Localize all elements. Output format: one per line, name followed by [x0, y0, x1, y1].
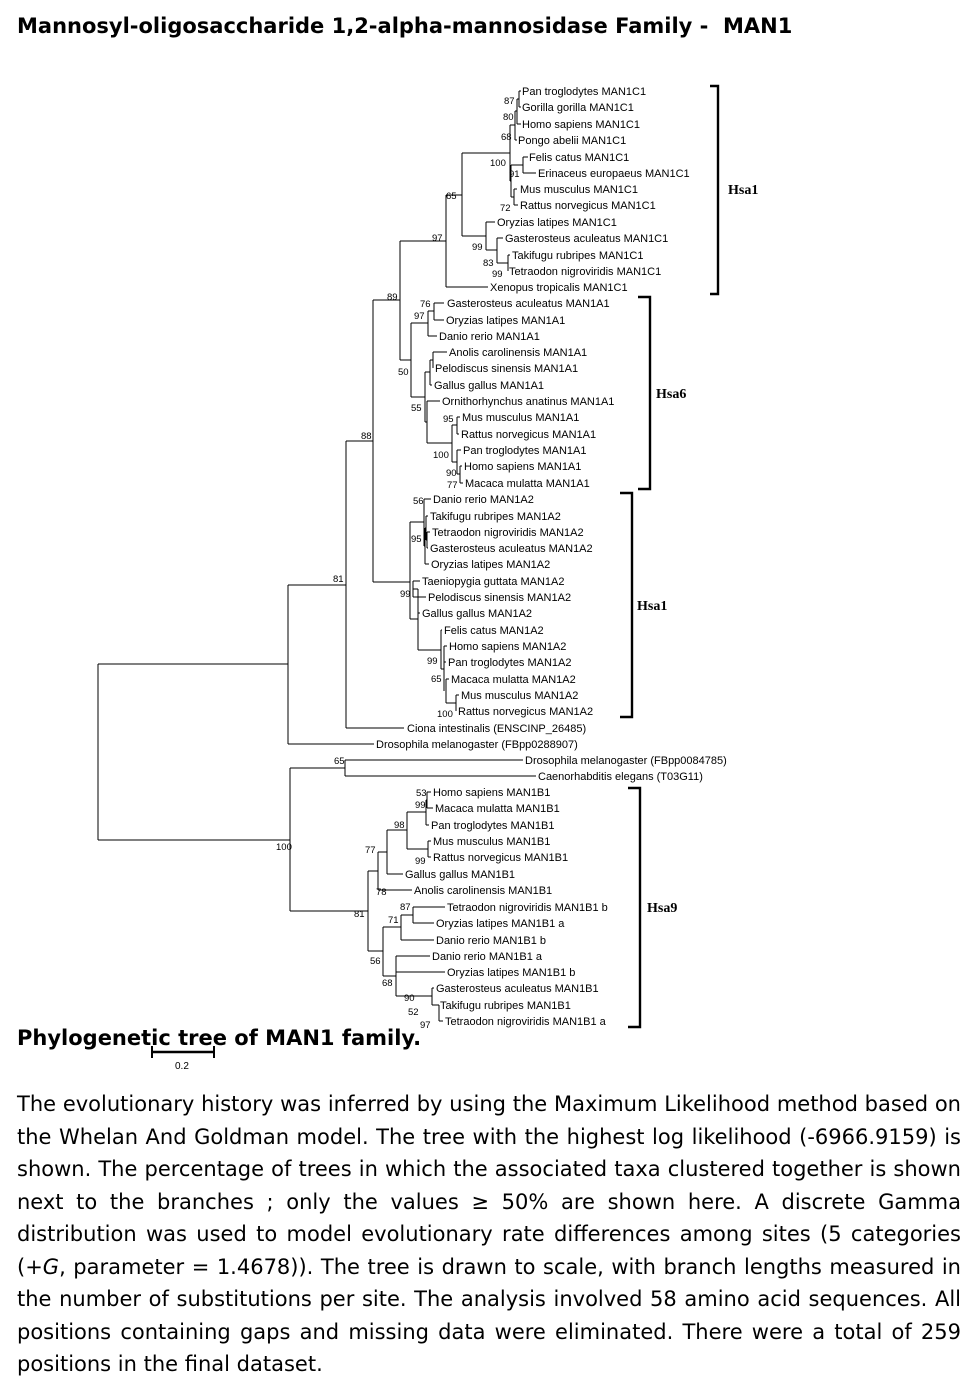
clade-label: Hsa1	[728, 183, 759, 198]
taxon-label: Mus musculus MAN1B1	[433, 836, 551, 848]
clade-label: Hsa9	[647, 901, 678, 916]
clade-bracket	[638, 297, 650, 489]
taxon-label: Felis catus MAN1A2	[444, 625, 544, 637]
bootstrap-value: 100	[490, 158, 506, 169]
bootstrap-value: 65	[431, 674, 442, 685]
bootstrap-value: 99	[472, 242, 483, 253]
taxon-label: Tetraodon nigroviridis MAN1C1	[509, 266, 662, 278]
taxon-label: Pan troglodytes MAN1C1	[522, 86, 647, 98]
taxon-label: Ciona intestinalis (ENSCINP_26485)	[407, 723, 587, 735]
bootstrap-value: 97	[414, 311, 425, 322]
taxon-label: Macaca mulatta MAN1A2	[451, 674, 576, 686]
clade-bracket	[620, 493, 632, 717]
bootstrap-value: 52	[408, 1007, 419, 1018]
taxon-label: Drosophila melanogaster (FBpp0288907)	[376, 739, 578, 751]
bootstrap-value: 72	[500, 203, 511, 214]
bootstrap-value: 98	[394, 820, 405, 831]
taxon-label: Anolis carolinensis MAN1A1	[449, 347, 588, 359]
taxon-label: Homo sapiens MAN1A1	[464, 461, 582, 473]
taxon-label: Gallus gallus MAN1B1	[405, 869, 516, 881]
taxon-label: Gasterosteus aculeatus MAN1C1	[505, 233, 669, 245]
taxon-label: Gasterosteus aculeatus MAN1B1	[436, 983, 599, 995]
taxon-label: Gallus gallus MAN1A1	[434, 380, 545, 392]
page-title: Mannosyl-oligosaccharide 1,2-alpha-mannosidase Family - MAN1	[17, 14, 793, 38]
figure-caption-title: Phylogenetic tree of MAN1 family.	[17, 1026, 422, 1050]
taxon-label: Gorilla gorilla MAN1C1	[522, 102, 634, 114]
figure-caption-text	[17, 1088, 961, 1381]
taxon-label: Oryzias latipes MAN1C1	[497, 217, 617, 229]
taxon-label: Takifugu rubripes MAN1C1	[512, 250, 644, 262]
bootstrap-value: 99	[427, 656, 438, 667]
taxon-label: Rattus norvegicus MAN1C1	[520, 200, 656, 212]
bootstrap-value: 56	[370, 956, 381, 967]
bootstrap-value: 65	[446, 191, 457, 202]
bootstrap-value: 99	[492, 269, 503, 280]
taxon-label: Tetraodon nigroviridis MAN1B1 a	[445, 1016, 606, 1028]
taxon-label: Pan troglodytes MAN1A2	[448, 657, 572, 669]
bootstrap-value: 81	[354, 909, 365, 920]
bootstrap-value: 99	[400, 589, 411, 600]
taxon-label: Oryzias latipes MAN1A1	[446, 315, 566, 327]
taxon-label: Mus musculus MAN1A2	[461, 690, 579, 702]
taxon-label: Caenorhabditis elegans (T03G11)	[538, 771, 703, 783]
taxon-label: Macaca mulatta MAN1B1	[435, 803, 560, 815]
taxon-label: Ornithorhynchus anatinus MAN1A1	[442, 396, 615, 408]
taxon-label: Pan troglodytes MAN1A1	[463, 445, 587, 457]
taxon-label: Drosophila melanogaster (FBpp0084785)	[525, 755, 727, 767]
clade-bracket	[710, 86, 718, 294]
bootstrap-value: 50	[398, 367, 409, 378]
bootstrap-value: 68	[501, 132, 512, 143]
taxon-label: Xenopus tropicalis MAN1C1	[490, 282, 628, 294]
taxon-label: Pongo abelii MAN1C1	[518, 135, 627, 147]
bootstrap-value: 87	[504, 96, 515, 107]
caption-gamma-symbol: G	[42, 1254, 60, 1279]
taxon-label: Danio rerio MAN1B1 b	[436, 935, 547, 947]
clade-bracket	[628, 788, 640, 1027]
bootstrap-value: 99	[415, 800, 426, 811]
bootstrap-value: 80	[503, 112, 514, 123]
bootstrap-value: 55	[411, 403, 422, 414]
bootstrap-value: 56	[413, 496, 424, 507]
bootstrap-value: 81	[333, 574, 344, 585]
bootstrap-value: 90	[446, 468, 457, 479]
bootstrap-value: 88	[361, 431, 372, 442]
taxon-label: Homo sapiens MAN1A2	[449, 641, 567, 653]
taxon-label: Mus musculus MAN1A1	[462, 412, 580, 424]
bootstrap-value: 78	[376, 887, 387, 898]
bootstrap-value: 97	[432, 233, 443, 244]
taxon-label: Mus musculus MAN1C1	[520, 184, 638, 196]
clade-label: Hsa6	[656, 387, 687, 402]
taxon-label: Macaca mulatta MAN1A1	[465, 478, 590, 490]
bootstrap-value: 100	[437, 709, 453, 720]
bootstrap-value: 100	[276, 842, 292, 853]
taxon-label: Danio rerio MAN1A2	[433, 494, 534, 506]
taxon-label: Tetraodon nigroviridis MAN1B1 b	[447, 902, 608, 914]
taxon-label: Gasterosteus aculeatus MAN1A2	[430, 543, 593, 555]
taxon-label: Taeniopygia guttata MAN1A2	[422, 576, 565, 588]
clade-label: Hsa1	[637, 599, 668, 614]
taxon-label: Danio rerio MAN1A1	[439, 331, 540, 343]
bootstrap-value: 77	[447, 480, 458, 491]
taxon-label: Felis catus MAN1C1	[529, 152, 630, 164]
taxon-label: Pelodiscus sinensis MAN1A1	[435, 363, 579, 375]
tree-branches	[98, 91, 536, 1021]
bootstrap-value: 53	[416, 788, 427, 799]
bootstrap-value: 95	[443, 414, 454, 425]
bootstrap-value: 89	[387, 292, 398, 303]
bootstrap-value: 99	[415, 856, 426, 867]
bootstrap-value: 100	[433, 450, 449, 461]
taxon-label: Rattus norvegicus MAN1A2	[458, 706, 594, 718]
bootstrap-value: 76	[420, 299, 431, 310]
scale-label: 0.2	[175, 1061, 189, 1072]
taxon-label: Oryzias latipes MAN1A2	[431, 559, 551, 571]
clade-brackets	[620, 86, 758, 1027]
bootstrap-value: 83	[483, 258, 494, 269]
taxon-label: Rattus norvegicus MAN1B1	[433, 852, 569, 864]
taxon-label: Pelodiscus sinensis MAN1A2	[428, 592, 572, 604]
taxon-label: Gasterosteus aculeatus MAN1A1	[447, 298, 610, 310]
bootstrap-value: 91	[509, 169, 520, 180]
taxon-label: Oryzias latipes MAN1B1 b	[447, 967, 576, 979]
taxon-label: Takifugu rubripes MAN1A2	[430, 511, 561, 523]
bootstrap-value: 87	[400, 902, 411, 913]
taxon-label: Anolis carolinensis MAN1B1	[414, 885, 553, 897]
taxon-label: Rattus norvegicus MAN1A1	[461, 429, 597, 441]
taxon-label: Takifugu rubripes MAN1B1	[440, 1000, 571, 1012]
caption-text-part: The evolutionary history was inferred by using the Maximum Likelihood method based on the Whelan And Goldman model. The tree with the highest log likelihood (-6966.9159) is shown. The percentage of trees in which the associated taxa clustered together is shown next to the branches ; only the values ≥ 50% are shown here. A discrete Gamma distribution was used to model evolutionary rate differences among sites (5 categories (+	[17, 1092, 961, 1279]
caption-text-part: , parameter = 1.4678)). The tree is drawn to scale, with branch lengths measured in the number of substitutions per site. The analysis involved 58 amino acid sequences. All positions containing gaps and missing data were eliminated. There were a total of 259 positions in the final dataset.	[17, 1254, 961, 1376]
bootstrap-value: 68	[382, 978, 393, 989]
taxon-label: Tetraodon nigroviridis MAN1A2	[432, 527, 584, 539]
bootstrap-value: 90	[404, 993, 415, 1004]
taxon-label: Erinaceus europaeus MAN1C1	[538, 168, 690, 180]
taxon-label: Danio rerio MAN1B1 a	[432, 951, 543, 963]
taxon-label: Homo sapiens MAN1B1	[433, 787, 551, 799]
taxon-label: Oryzias latipes MAN1B1 a	[436, 918, 565, 930]
bootstrap-value: 77	[365, 845, 376, 856]
bootstrap-value: 97	[420, 1020, 431, 1031]
taxon-label: Gallus gallus MAN1A2	[422, 608, 533, 620]
taxon-labels	[376, 86, 727, 1028]
bootstrap-value: 95	[411, 534, 422, 545]
bootstrap-value: 71	[388, 915, 399, 926]
bootstrap-value: 65	[334, 756, 345, 767]
taxon-label: Homo sapiens MAN1C1	[522, 119, 640, 131]
taxon-label: Pan troglodytes MAN1B1	[431, 820, 555, 832]
